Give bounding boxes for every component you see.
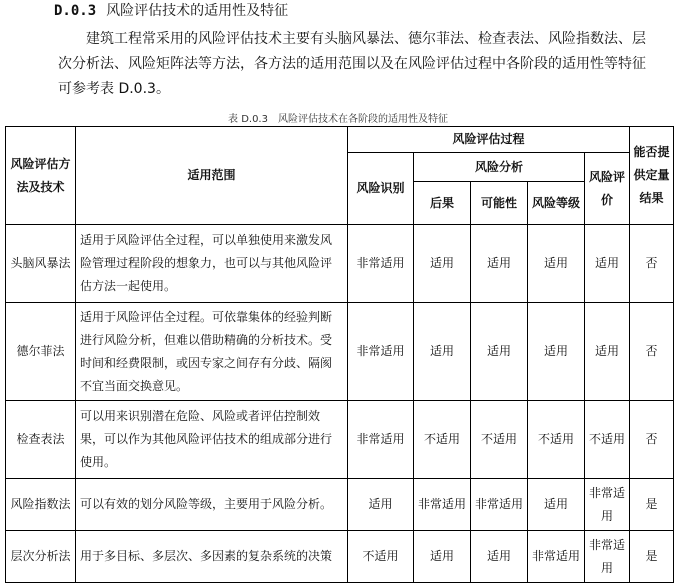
header-consequence: 后果 <box>414 182 471 225</box>
header-scope: 适用范围 <box>76 127 348 225</box>
section-heading <box>54 2 288 20</box>
consequence-cell: 适用 <box>414 303 471 401</box>
intro-paragraph: 建筑工程常采用的风险评估技术主要有头脑风暴法、德尔菲法、检查表法、风险指数法、层次分析法、风险矩阵法等方法，各方法的适用范围以及在风险评估过程中各阶段的适用性等特征可参考表 D.0.3。 <box>58 31 646 97</box>
consequence-cell: 非常适用 <box>414 479 471 531</box>
scope-cell: 适用于风险评估全过程，可以单独使用来激发风险管理过程阶段的想象力，也可以与其他风险评估方法一起使用。 <box>76 225 348 303</box>
table-caption: 表 D.0.3 风险评估技术在各阶段的适用性及特征 <box>228 114 448 125</box>
evaluation-cell: 适用 <box>585 303 630 401</box>
level-cell: 适用 <box>528 225 585 303</box>
quantitative-cell: 否 <box>630 225 674 303</box>
likelihood-cell: 适用 <box>471 303 528 401</box>
scope-cell: 可以有效的划分风险等级，主要用于风险分析。 <box>76 479 348 531</box>
table-row <box>6 303 674 401</box>
scope-cell: 可以用来识别潜在危险、风险或者评估控制效果，可以作为其他风险评估技术的组成部分进行使用。 <box>76 401 348 479</box>
method-cell: 德尔菲法 <box>6 303 76 401</box>
identification-cell: 适用 <box>348 479 414 531</box>
header-method: 风险评估方法及技术 <box>6 127 76 225</box>
header-quantitative: 能否提供定量结果 <box>630 127 674 225</box>
method-cell: 检查表法 <box>6 401 76 479</box>
likelihood-cell: 适用 <box>471 531 528 583</box>
quantitative-cell: 是 <box>630 531 674 583</box>
likelihood-cell: 适用 <box>471 225 528 303</box>
scope-cell: 用于多目标、多层次、多因素的复杂系统的决策 <box>76 531 348 583</box>
method-cell: 层次分析法 <box>6 531 76 583</box>
likelihood-cell: 非常适用 <box>471 479 528 531</box>
level-cell: 非常适用 <box>528 531 585 583</box>
level-cell: 适用 <box>528 479 585 531</box>
consequence-cell: 适用 <box>414 225 471 303</box>
level-cell: 不适用 <box>528 401 585 479</box>
header-process: 风险评估过程 <box>348 127 630 153</box>
identification-cell: 非常适用 <box>348 225 414 303</box>
section-title: 风险评估技术的适用性及特征 <box>106 3 289 19</box>
header-evaluation: 风险评价 <box>585 153 630 225</box>
table-row <box>6 225 674 303</box>
method-cell: 风险指数法 <box>6 479 76 531</box>
header-likelihood: 可能性 <box>471 182 528 225</box>
evaluation-cell: 适用 <box>585 225 630 303</box>
consequence-cell: 不适用 <box>414 401 471 479</box>
consequence-cell: 适用 <box>414 531 471 583</box>
identification-cell: 非常适用 <box>348 401 414 479</box>
table-row <box>6 531 674 583</box>
risk-assessment-table <box>5 126 674 583</box>
quantitative-cell: 否 <box>630 401 674 479</box>
table-row <box>6 401 674 479</box>
evaluation-cell: 非常适用 <box>585 479 630 531</box>
scope-cell: 适用于风险评估全过程。可依靠集体的经验判断进行风险分析，但难以借助精确的分析技术。受时间和经费限制，或因专家之间存有分歧、隔阂不宜当面交换意见。 <box>76 303 348 401</box>
header-analysis: 风险分析 <box>414 153 585 182</box>
level-cell: 适用 <box>528 303 585 401</box>
evaluation-cell: 非常适用 <box>585 531 630 583</box>
section-number: D.0.3 <box>54 3 97 19</box>
method-cell: 头脑风暴法 <box>6 225 76 303</box>
likelihood-cell: 不适用 <box>471 401 528 479</box>
quantitative-cell: 否 <box>630 303 674 401</box>
evaluation-cell: 不适用 <box>585 401 630 479</box>
header-level: 风险等级 <box>528 182 585 225</box>
identification-cell: 非常适用 <box>348 303 414 401</box>
identification-cell: 不适用 <box>348 531 414 583</box>
quantitative-cell: 是 <box>630 479 674 531</box>
table-row <box>6 479 674 531</box>
header-identification: 风险识别 <box>348 153 414 225</box>
